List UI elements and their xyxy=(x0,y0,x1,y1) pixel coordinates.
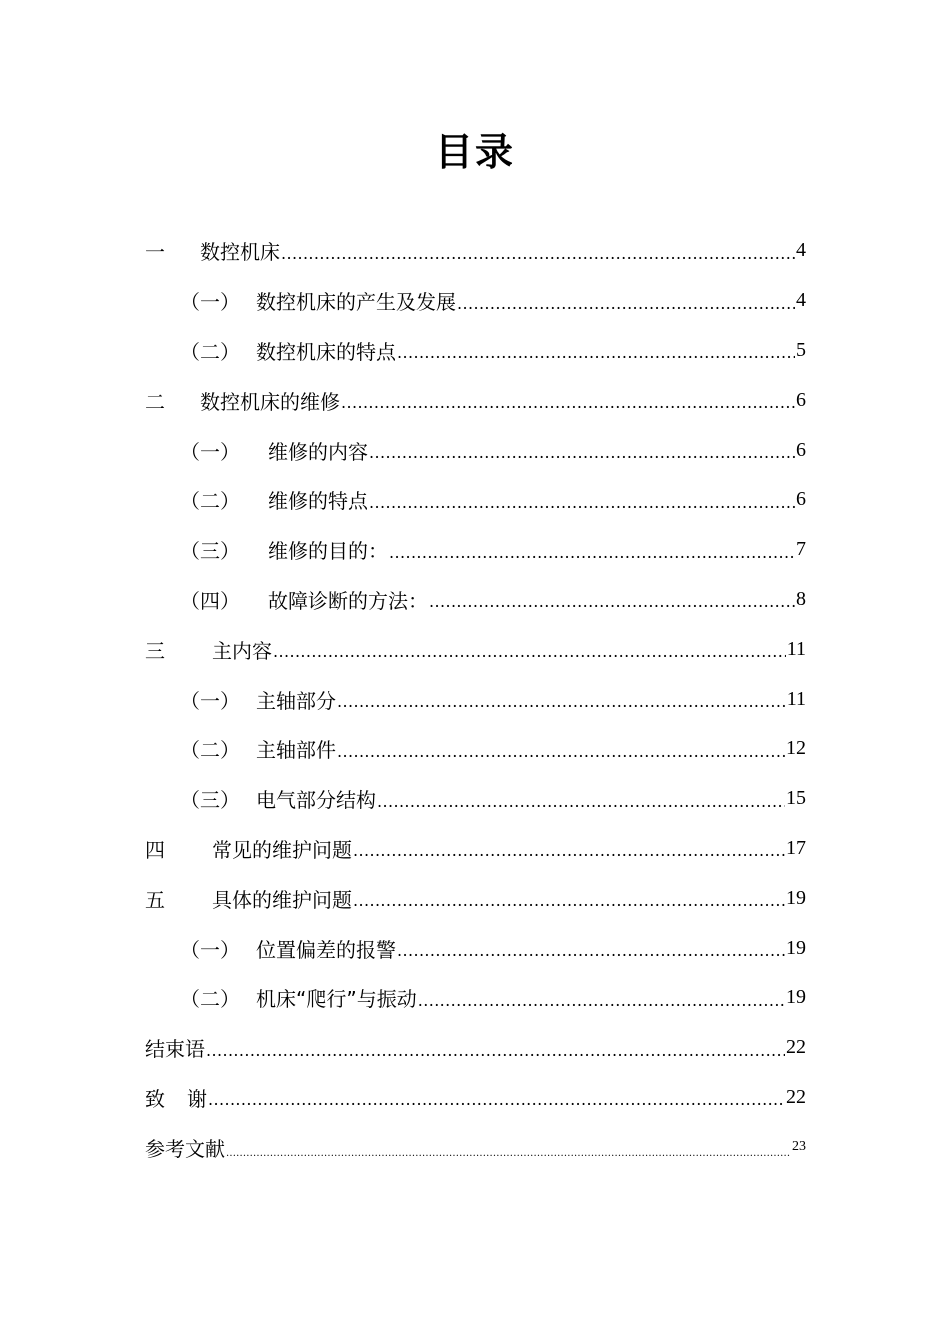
toc-entry-label: 数控机床的产生及发展 xyxy=(256,290,456,315)
toc-entry-5-2[interactable] xyxy=(145,973,806,1023)
dot-leader xyxy=(337,739,785,759)
toc-entry-label: 具体的维护问题 xyxy=(212,887,352,912)
toc-entry-page: 19 xyxy=(786,936,806,959)
toc-entry-5[interactable] xyxy=(145,873,806,923)
toc-entry-number: 三 xyxy=(145,638,165,663)
toc-entry-label: 数控机床 xyxy=(200,240,280,265)
toc-entry-5-1[interactable] xyxy=(145,923,806,973)
toc-entry-number: 一 xyxy=(145,240,165,265)
toc-entry-page: 6 xyxy=(796,388,806,411)
toc-entry-label: 维修的特点 xyxy=(268,489,368,514)
toc-entry-page: 6 xyxy=(796,488,806,511)
toc-entry-number: （二） xyxy=(180,987,240,1012)
toc-entry-label: 主轴部件 xyxy=(256,738,336,763)
toc-entry-number: （一） xyxy=(180,439,240,464)
dot-leader xyxy=(337,689,786,709)
toc-entry-page: 8 xyxy=(796,587,806,610)
dot-leader xyxy=(226,1137,791,1157)
toc-entry-label: 结束语 xyxy=(145,1037,205,1062)
toc-entry-number: （三） xyxy=(180,788,240,813)
toc-entry-page: 19 xyxy=(786,986,806,1009)
toc-entry-number: （三） xyxy=(180,539,240,564)
dot-leader xyxy=(418,988,785,1008)
toc-entry-1-1[interactable] xyxy=(145,276,806,326)
toc-entry-2-3[interactable] xyxy=(145,525,806,575)
toc-entry-page: 4 xyxy=(796,239,806,262)
toc-entry-3-3[interactable] xyxy=(145,774,806,824)
dot-leader xyxy=(397,340,795,360)
toc-entry-conclusion[interactable] xyxy=(145,1023,806,1073)
toc-entry-label: 机床“爬行”与振动 xyxy=(256,987,417,1012)
toc-entry-page: 7 xyxy=(796,538,806,561)
toc-entry-label xyxy=(145,1083,207,1112)
toc-entry-label: 主轴部分 xyxy=(256,688,336,713)
toc-entry-acknowledgements[interactable] xyxy=(145,1073,806,1123)
toc-entry-3-1[interactable] xyxy=(145,674,806,724)
toc-entry-label: 主内容 xyxy=(212,638,272,663)
toc-entry-number: （一） xyxy=(180,290,240,315)
toc-entry-references[interactable] xyxy=(145,1122,806,1172)
toc-entry-2-4[interactable] xyxy=(145,575,806,625)
toc-entry-1-2[interactable] xyxy=(145,326,806,376)
toc-entry-label: 电气部分结构 xyxy=(256,788,376,813)
toc-entry-number: （一） xyxy=(180,688,240,713)
dot-leader xyxy=(369,440,795,460)
toc-entry-page: 5 xyxy=(796,338,806,361)
toc-entry-page: 4 xyxy=(796,289,806,312)
table-of-contents xyxy=(145,226,806,1172)
dot-leader xyxy=(457,291,795,311)
toc-entry-label-part: 致 xyxy=(145,1086,165,1111)
toc-entry-label: 数控机床的特点 xyxy=(256,339,396,364)
toc-entry-page: 11 xyxy=(786,637,806,660)
toc-entry-number: （四） xyxy=(180,588,240,613)
toc-entry-page: 6 xyxy=(796,438,806,461)
dot-leader xyxy=(369,490,795,510)
dot-leader xyxy=(208,1087,785,1107)
dot-leader xyxy=(353,888,785,908)
toc-entry-page: 11 xyxy=(786,687,806,710)
toc-entry-label: 故障诊断的方法： xyxy=(268,588,428,613)
toc-entry-page: 19 xyxy=(786,886,806,909)
toc-entry-label: 维修的内容 xyxy=(268,439,368,464)
toc-entry-2-2[interactable] xyxy=(145,475,806,525)
toc-entry-page: 12 xyxy=(786,737,806,760)
toc-entry-page: 22 xyxy=(786,1085,806,1108)
toc-entry-number: 四 xyxy=(145,837,165,862)
toc-entry-label: 常见的维护问题 xyxy=(212,837,352,862)
toc-entry-number: （二） xyxy=(180,489,240,514)
dot-leader xyxy=(353,838,785,858)
toc-entry-3-2[interactable] xyxy=(145,724,806,774)
toc-entry-page: 15 xyxy=(786,787,806,810)
dot-leader xyxy=(281,241,795,261)
toc-entry-label-part: 谢 xyxy=(187,1086,207,1111)
dot-leader xyxy=(341,390,795,410)
dot-leader xyxy=(429,589,795,609)
toc-entry-3[interactable] xyxy=(145,624,806,674)
toc-entry-label: 位置偏差的报警 xyxy=(256,937,396,962)
toc-entry-page: 17 xyxy=(786,836,806,859)
toc-entry-number: （二） xyxy=(180,339,240,364)
toc-entry-page: 22 xyxy=(786,1036,806,1059)
toc-entry-number: 五 xyxy=(145,887,165,912)
dot-leader xyxy=(389,540,795,560)
toc-entry-label: 参考文献 xyxy=(145,1136,225,1161)
toc-entry-2[interactable] xyxy=(145,375,806,425)
toc-entry-number: （一） xyxy=(180,937,240,962)
toc-entry-number: 二 xyxy=(145,389,165,414)
toc-entry-2-1[interactable] xyxy=(145,425,806,475)
dot-leader xyxy=(273,639,786,659)
toc-entry-1[interactable] xyxy=(145,226,806,276)
toc-entry-page: 23 xyxy=(792,1139,806,1155)
dot-leader xyxy=(397,938,785,958)
toc-entry-label: 维修的目的： xyxy=(268,539,388,564)
dot-leader xyxy=(206,1038,785,1058)
toc-entry-label: 数控机床的维修 xyxy=(200,389,340,414)
toc-entry-number: （二） xyxy=(180,738,240,763)
page-title: 目录 xyxy=(434,130,515,174)
toc-entry-4[interactable] xyxy=(145,824,806,874)
dot-leader xyxy=(377,789,785,809)
